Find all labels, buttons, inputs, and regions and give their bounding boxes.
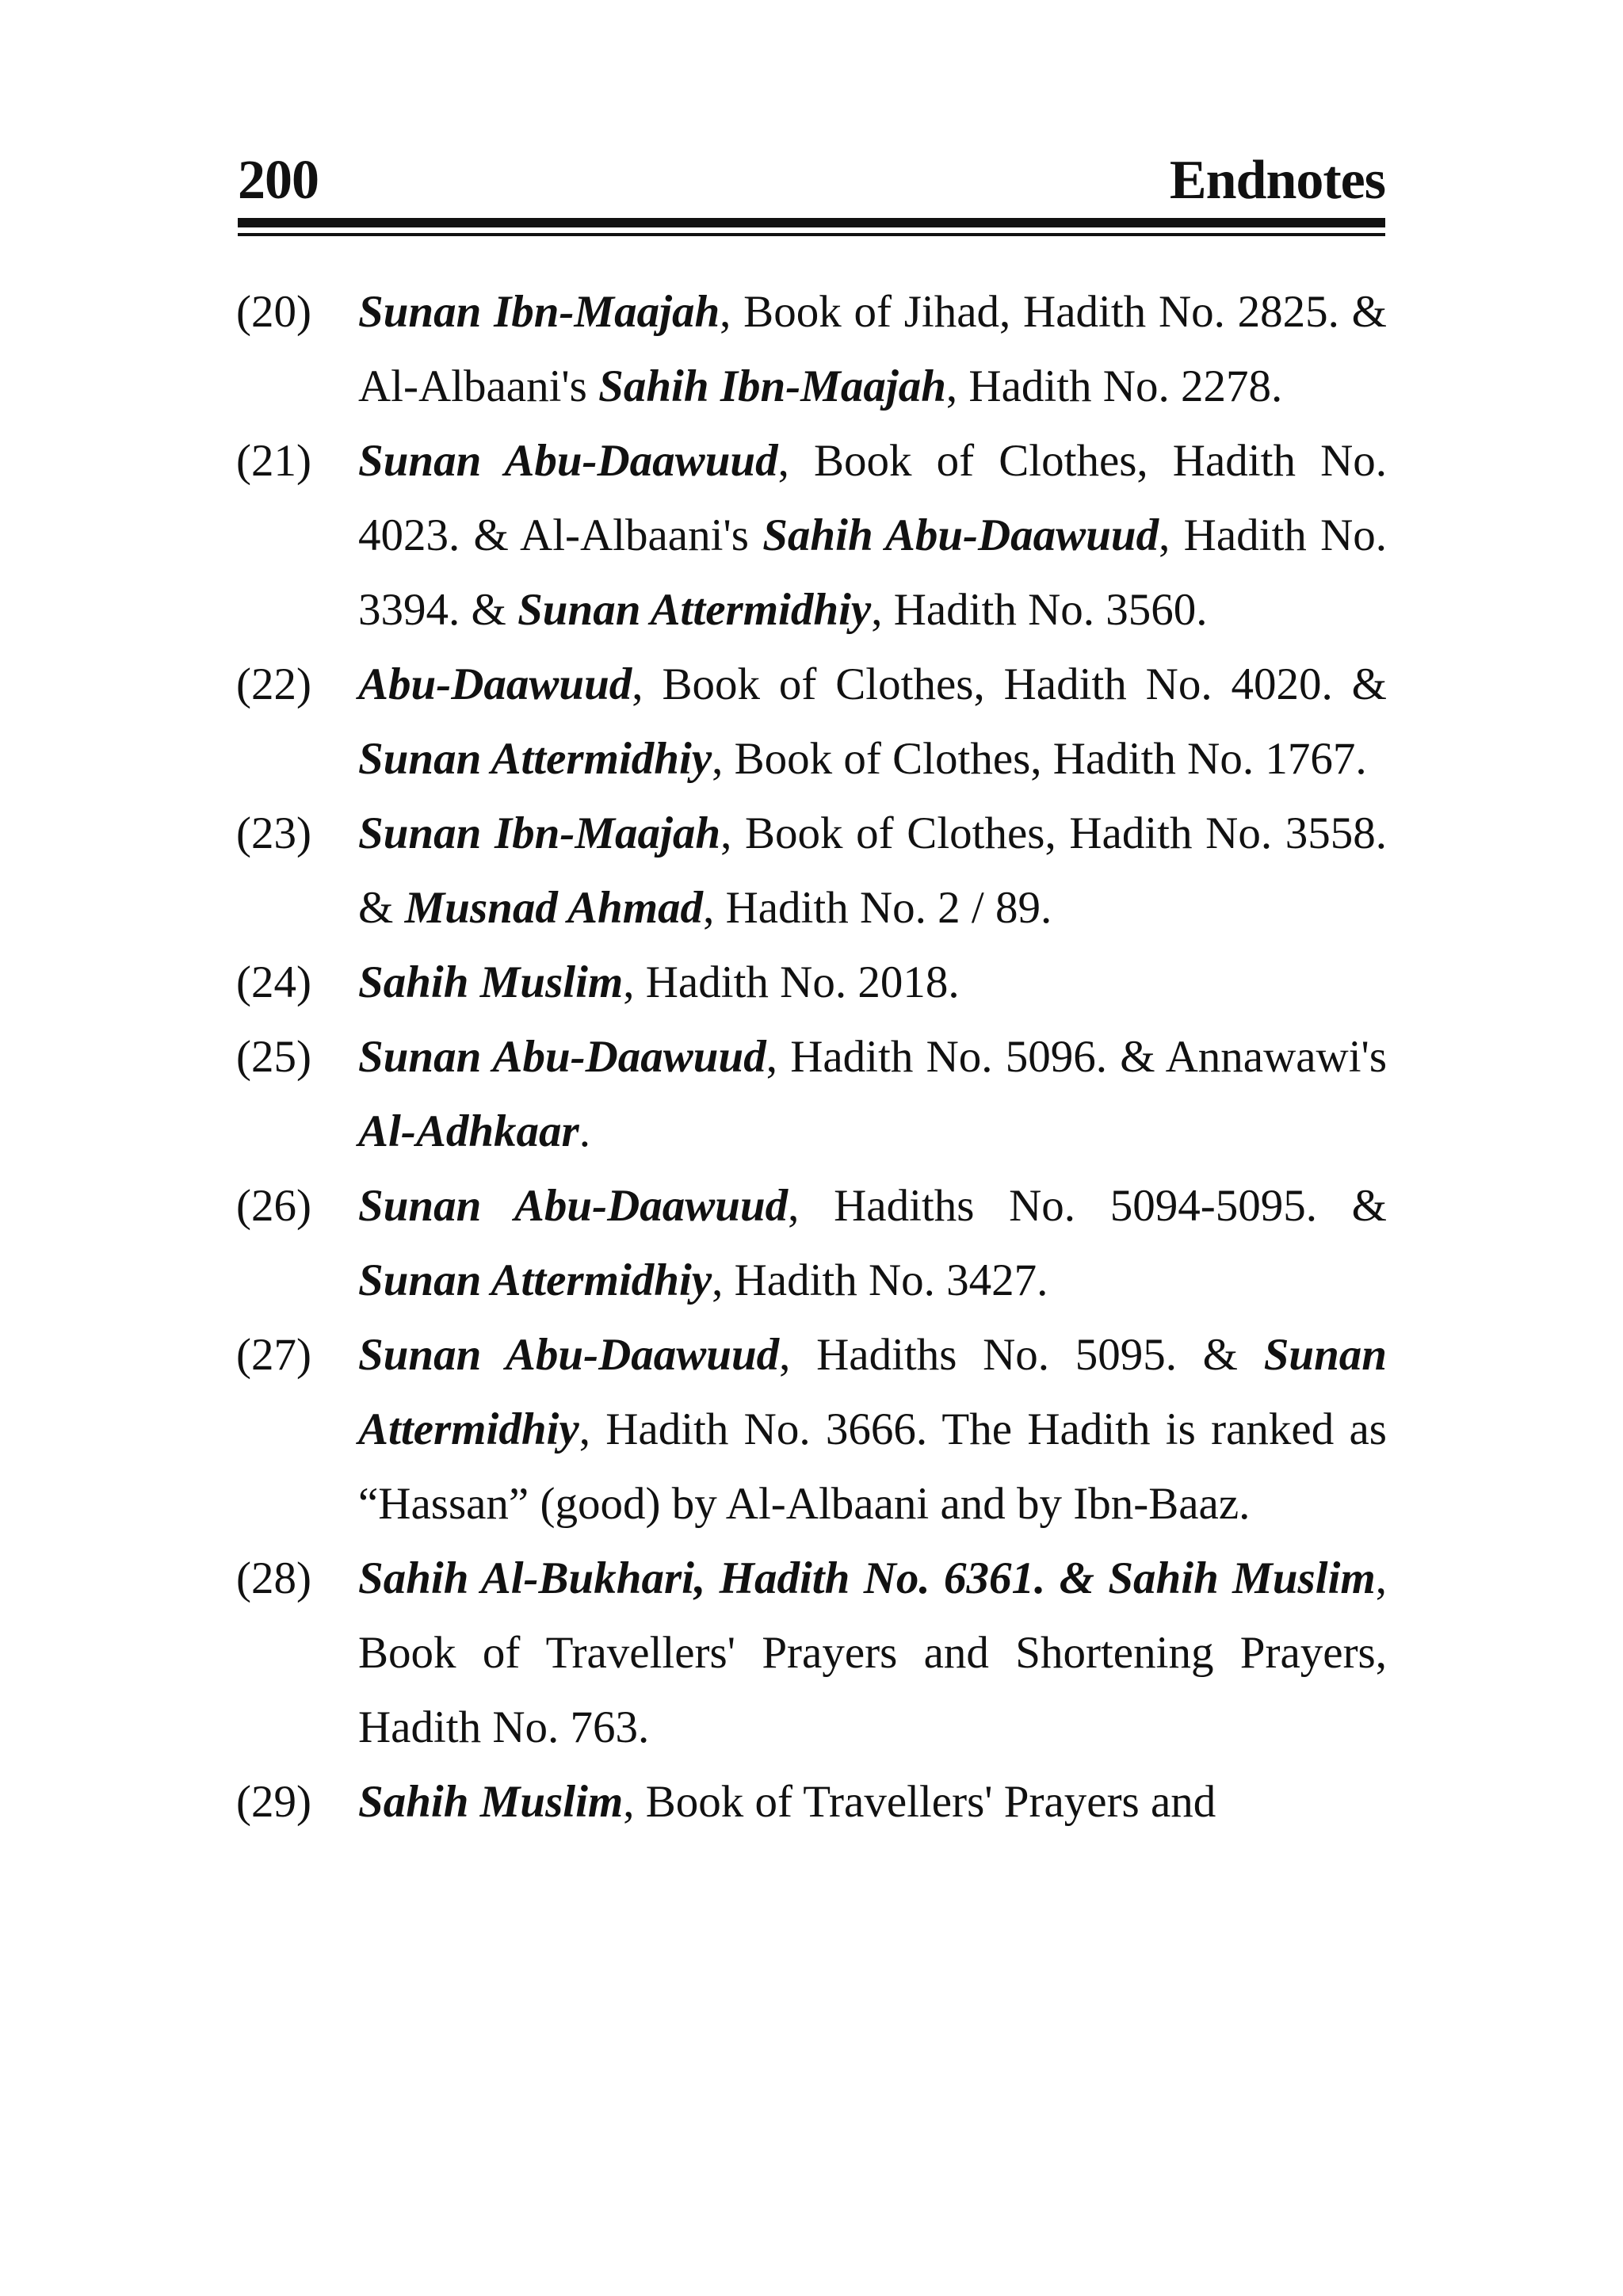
source-title: Sunan Abu-Daawuud <box>358 1181 789 1231</box>
header-rule-thick <box>238 218 1385 227</box>
citation-text: , Hadiths No. 5094-5095. & <box>788 1181 1387 1231</box>
citation-text: , Hadith No. 3427. <box>712 1255 1048 1305</box>
endnote-item <box>236 1020 1387 1169</box>
citation-text: , Book of Jihad, Hadith No. 2825. & Al-Albaani's <box>358 287 1387 411</box>
citation-text: , Hadith No. 2018. <box>623 957 960 1007</box>
endnotes-list <box>236 275 1387 1839</box>
source-title: Sahih Ibn-Maajah <box>598 361 946 411</box>
endnote-text <box>358 797 1387 946</box>
source-title: Sahih Al-Bukhari, Hadith No. 6361. & Sahih Muslim <box>358 1553 1376 1603</box>
endnote-number: (22) <box>236 659 311 709</box>
endnote-item <box>236 1169 1387 1318</box>
citation-text: , Book of Clothes, Hadith No. 4020. & <box>632 659 1387 709</box>
endnote-number: (25) <box>236 1032 311 1082</box>
source-title: Sunan Attermidhiy <box>358 1255 712 1305</box>
source-title: Sahih Muslim <box>358 957 624 1007</box>
source-title: Sunan Attermidhiy <box>358 734 712 784</box>
endnote-item <box>236 946 1387 1020</box>
citation-text: , Book of Clothes, Hadith No. 1767. <box>712 734 1367 784</box>
citation-text: , Book of Travellers' Prayers and Shortening Prayers, Hadith No. 763. <box>358 1553 1387 1752</box>
endnote-text <box>358 1020 1387 1169</box>
endnote-text <box>358 1541 1387 1765</box>
endnote-item <box>236 1541 1387 1765</box>
endnote-item <box>236 797 1387 946</box>
endnote-number: (23) <box>236 808 311 858</box>
endnote-number: (26) <box>236 1181 311 1231</box>
endnote-item <box>236 275 1387 424</box>
page-number: 200 <box>238 150 319 211</box>
endnote-number: (29) <box>236 1777 311 1827</box>
source-title: Sunan Ibn-Maajah <box>358 808 721 858</box>
source-title: Al-Adhkaar <box>358 1106 579 1156</box>
endnote-text <box>358 648 1387 797</box>
endnote-number: (27) <box>236 1330 311 1380</box>
endnote-item <box>236 1765 1387 1839</box>
endnote-item <box>236 648 1387 797</box>
citation-text: , Hadith No. 3394. & <box>358 510 1387 635</box>
endnote-item <box>236 424 1387 648</box>
citation-text: , Book of Clothes, Hadith No. 4023. & Al-Albaani's <box>358 436 1387 560</box>
endnote-text <box>358 1318 1387 1541</box>
citation-text: , Hadith No. 3666. The Hadith is ranked as “Hassan” (good) by Al-Albaani and by Ibn-Baaz. <box>358 1404 1387 1529</box>
citation-text: , Hadith No. 2278. <box>945 361 1283 411</box>
endnote-number: (24) <box>236 957 311 1007</box>
endnote-text <box>358 946 1387 1020</box>
source-title: Sunan Abu-Daawuud <box>358 1330 780 1380</box>
source-title: Abu-Daawuud <box>358 659 632 709</box>
endnote-number: (21) <box>236 436 311 486</box>
source-title: Sunan Abu-Daawuud <box>358 1032 766 1082</box>
citation-text: , Book of Travellers' Prayers and <box>623 1777 1216 1827</box>
source-title: Sunan Abu-Daawuud <box>358 436 778 486</box>
header-rule-thin <box>238 233 1385 236</box>
source-title: Sahih Abu-Daawuud <box>762 510 1159 560</box>
running-title: Endnotes <box>1169 150 1385 211</box>
endnote-text <box>358 424 1387 648</box>
source-title: Musnad Ahmad <box>404 883 704 933</box>
citation-text: , Hadith No. 3560. <box>871 585 1208 635</box>
endnote-text <box>358 275 1387 424</box>
endnote-number: (20) <box>236 287 311 337</box>
source-title: Sahih Muslim <box>358 1777 624 1827</box>
citation-text: , Hadith No. 5096. & Annawawi's <box>766 1032 1387 1082</box>
endnote-text <box>358 1169 1387 1318</box>
citation-text: , Hadiths No. 5095. & <box>779 1330 1264 1380</box>
source-title: Sunan Ibn-Maajah <box>358 287 720 337</box>
citation-text: . <box>579 1106 590 1156</box>
citation-text: , Book of Clothes, Hadith No. 3558. & <box>358 808 1387 933</box>
endnote-item <box>236 1318 1387 1541</box>
page-header <box>238 149 1385 212</box>
source-title: Sunan Attermidhiy <box>358 1330 1387 1454</box>
endnote-text <box>358 1765 1387 1839</box>
citation-text: , Hadith No. 2 / 89. <box>703 883 1052 933</box>
endnote-number: (28) <box>236 1553 311 1603</box>
source-title: Sunan Attermidhiy <box>517 585 872 635</box>
